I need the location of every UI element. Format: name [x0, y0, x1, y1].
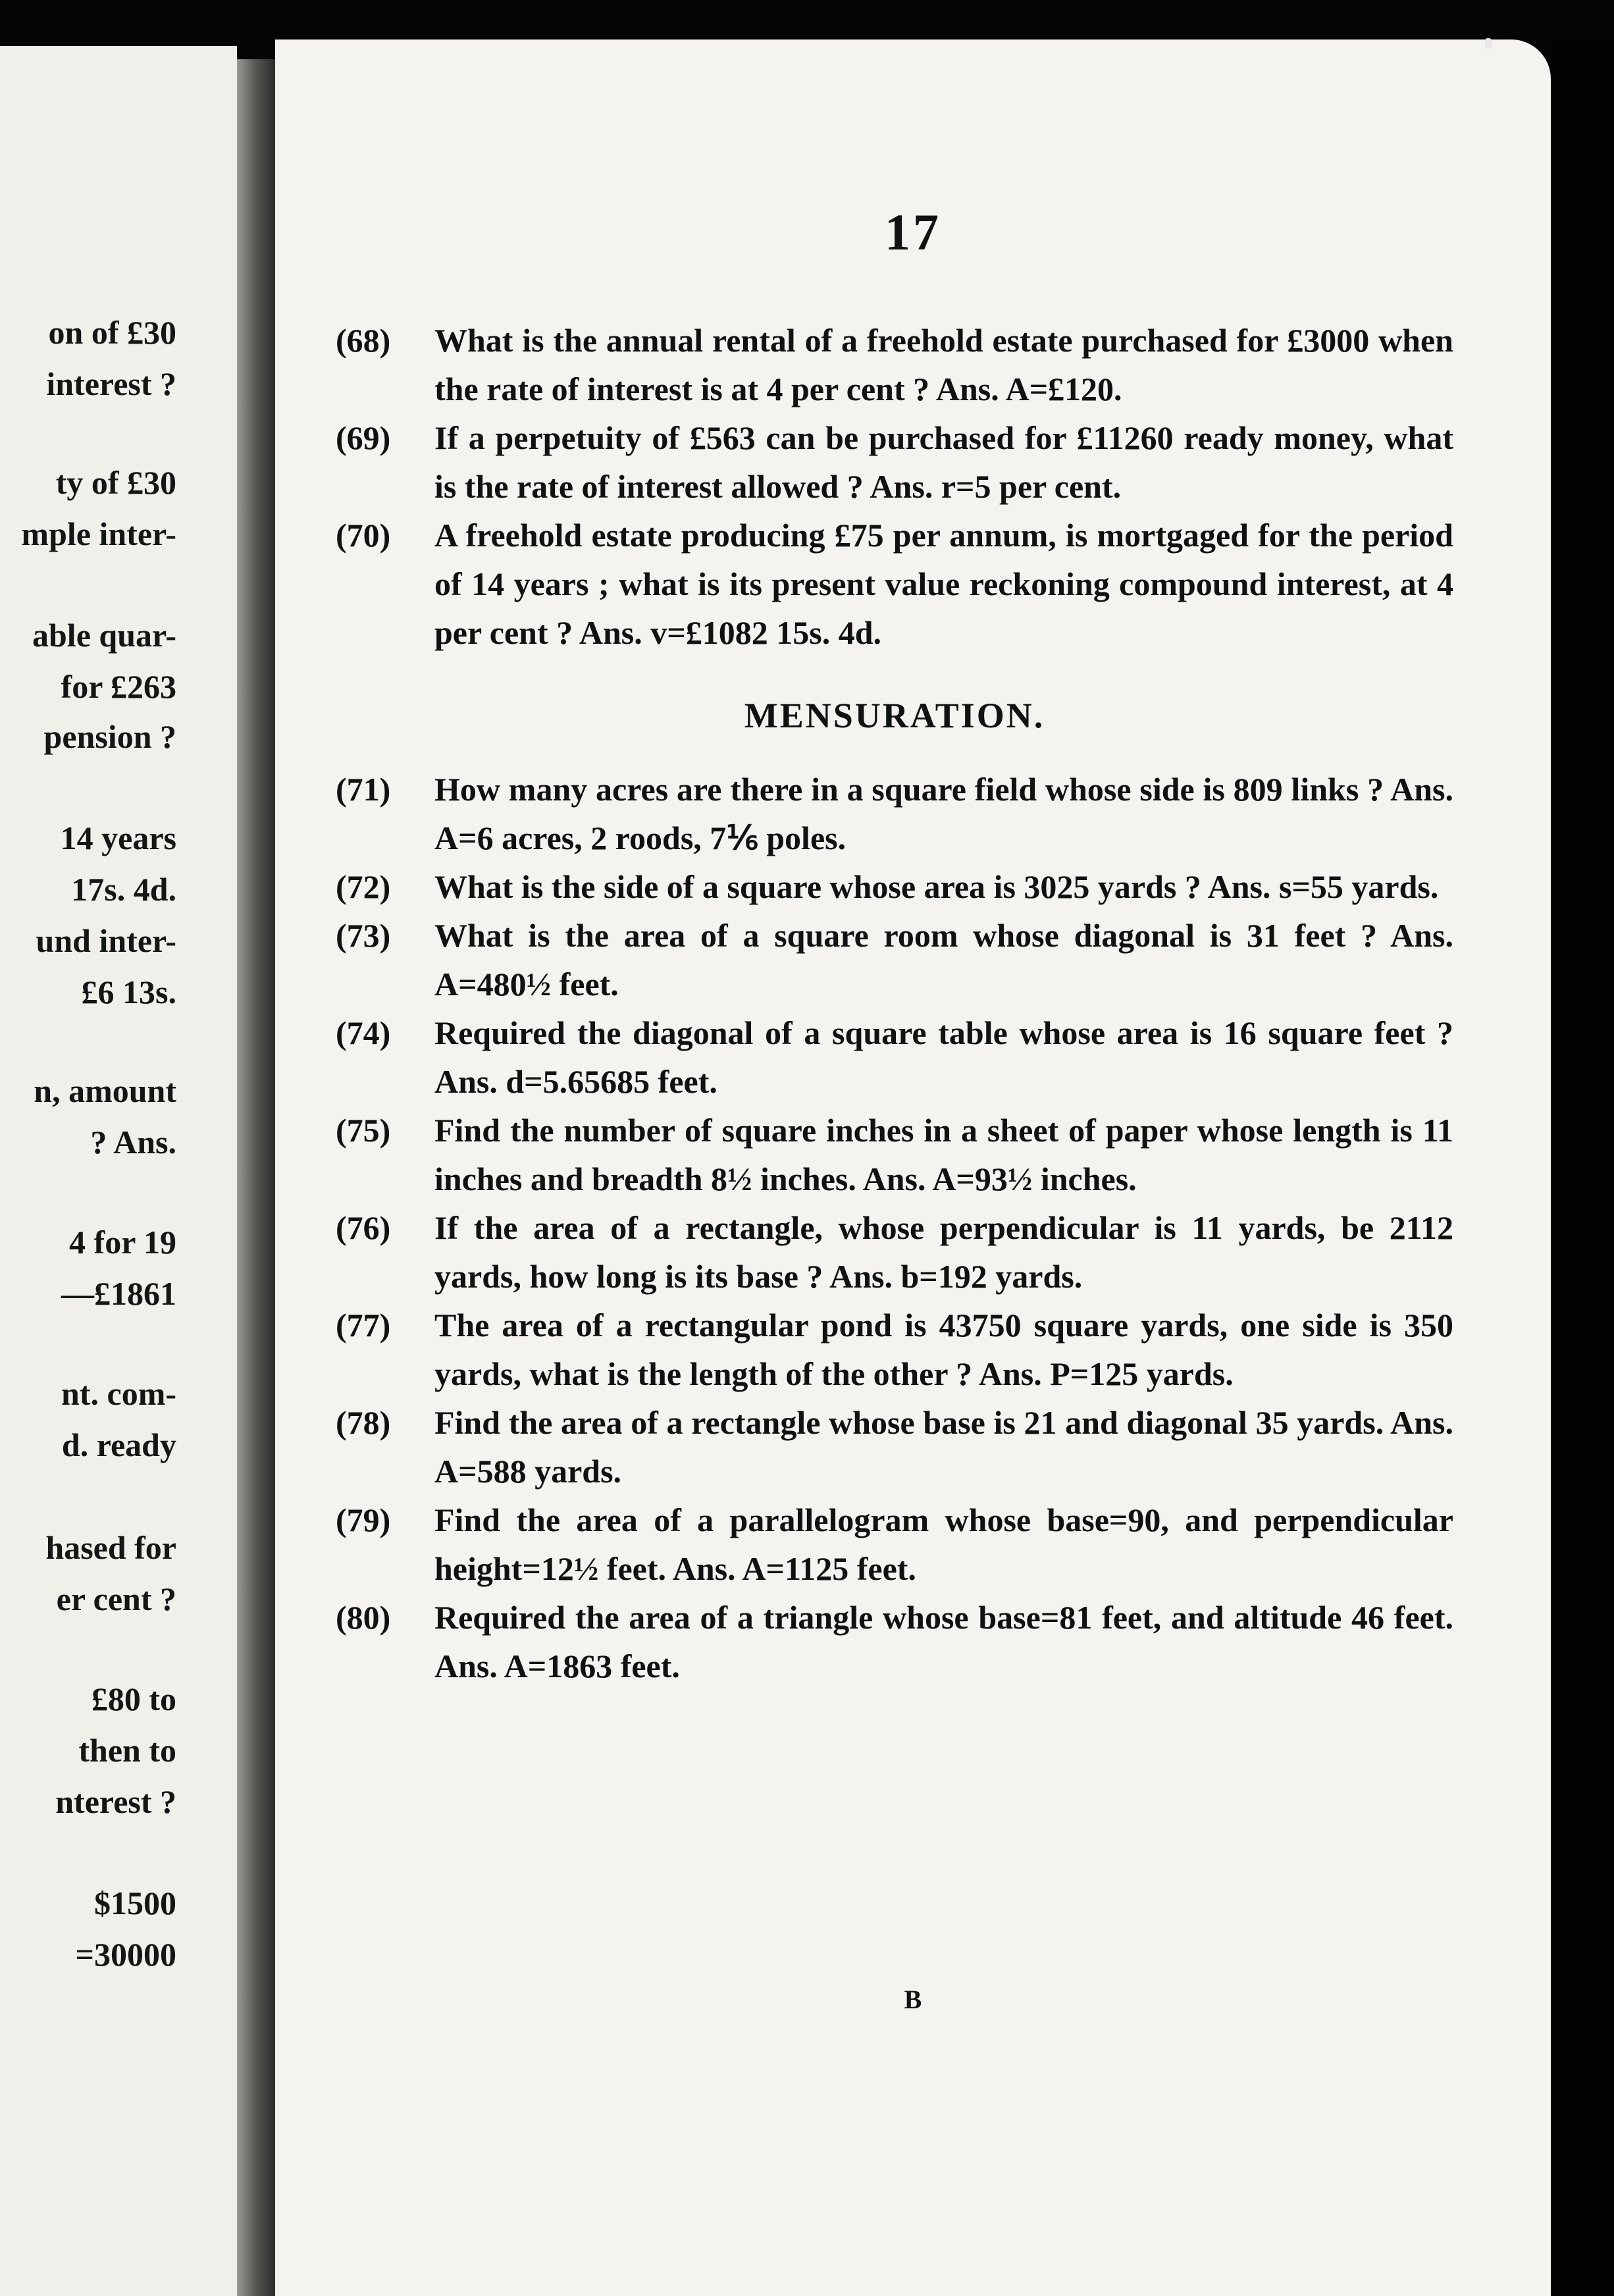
- problem-number: (72): [336, 868, 391, 905]
- left-line: for £263: [61, 668, 176, 705]
- problem-item: [336, 1301, 1453, 1398]
- problem-item: [336, 1106, 1453, 1203]
- problem-number: (73): [336, 917, 391, 954]
- section-title: MENSURATION.: [744, 696, 1045, 735]
- left-line: n, amount: [34, 1072, 176, 1109]
- problem-item: [336, 911, 1453, 1008]
- left-facing-page: [0, 46, 237, 2296]
- problem-item: [336, 862, 1453, 911]
- left-line: 14 years: [60, 820, 176, 856]
- problem-number: (78): [336, 1404, 391, 1441]
- problem-text: If a perpetuity of £563 can be purchased for £11260 ready money, what is the rate of interest allowed ? Ans. r=5 per cent.: [434, 419, 1453, 505]
- problem-text: What is the side of a square whose area is 3025 yards ? Ans. s=55 yards.: [434, 868, 1439, 905]
- left-line: $1500: [94, 1885, 176, 1921]
- left-line: pension ?: [43, 718, 176, 755]
- problem-item: [336, 511, 1453, 657]
- left-line: nt. com-: [61, 1375, 176, 1412]
- scan-border: [1551, 39, 1614, 2296]
- problem-text: What is the annual rental of a freehold estate purchased for £3000 when the rate of interest is at 4 per cent ? Ans. A=£120.: [434, 322, 1453, 407]
- problem-number: (68): [336, 322, 391, 359]
- problem-item: [336, 1008, 1453, 1106]
- left-line: then to: [78, 1732, 176, 1769]
- problem-number: (74): [336, 1014, 391, 1051]
- left-line: —£1861: [61, 1275, 176, 1312]
- left-line: hased for: [45, 1529, 176, 1566]
- scan-speck: [1485, 38, 1492, 49]
- problem-item: [336, 1398, 1453, 1496]
- left-line: £80 to: [91, 1681, 176, 1717]
- signature-mark: B: [904, 1985, 922, 2014]
- problem-list: [336, 316, 1453, 1690]
- problem-item: [336, 413, 1453, 511]
- left-line: =30000: [75, 1936, 176, 1973]
- left-line: mple inter-: [21, 515, 176, 552]
- problem-number: (71): [336, 771, 391, 808]
- problem-number: (75): [336, 1112, 391, 1149]
- problem-number: (70): [336, 517, 391, 554]
- left-line: able quar-: [32, 617, 176, 654]
- left-line: er cent ?: [56, 1580, 176, 1617]
- problem-text: Required the diagonal of a square table whose area is 16 square feet ? Ans. d=5.65685 feet.: [434, 1014, 1453, 1100]
- book-page: [275, 39, 1551, 2296]
- left-line: 4 for 19: [69, 1224, 176, 1261]
- left-line: ? Ans.: [90, 1124, 176, 1161]
- left-line: d. ready: [61, 1426, 176, 1463]
- problem-number: (79): [336, 1501, 391, 1538]
- problem-number: (69): [336, 419, 391, 456]
- problem-text: Find the area of a parallelogram whose base=90, and perpendicular height=12½ feet. Ans. A=1125 feet.: [434, 1501, 1453, 1587]
- problem-item: [336, 765, 1453, 862]
- left-line: £6 13s.: [81, 974, 176, 1010]
- left-line: und inter-: [36, 922, 176, 959]
- problem-text: If the area of a rectangle, whose perpendicular is 11 yards, be 2112 yards, how long is its base ? Ans. b=192 yards.: [434, 1209, 1453, 1295]
- left-line: nterest ?: [55, 1783, 176, 1820]
- problem-item: [336, 1203, 1453, 1301]
- left-line: on of £30: [48, 314, 176, 351]
- problem-text: How many acres are there in a square field whose side is 809 links ? Ans. A=6 acres, 2 roods, 7⅙ poles.: [434, 771, 1453, 856]
- problem-text: Find the area of a rectangle whose base is 21 and diagonal 35 yards. Ans. A=588 yards.: [434, 1404, 1453, 1490]
- left-line: ty of £30: [55, 464, 176, 501]
- problem-number: (76): [336, 1209, 391, 1246]
- problem-text: Required the area of a triangle whose base=81 feet, and altitude 46 feet. Ans. A=1863 feet.: [434, 1599, 1453, 1684]
- page-number: 17: [885, 203, 941, 261]
- problem-text: What is the area of a square room whose diagonal is 31 feet ? Ans. A=480½ feet.: [434, 917, 1453, 1003]
- problem-text: The area of a rectangular pond is 43750 square yards, one side is 350 yards, what is the length of the other ? Ans. P=125 yards.: [434, 1307, 1453, 1392]
- problem-number: (77): [336, 1307, 391, 1344]
- left-line: interest ?: [46, 365, 176, 402]
- book-gutter: [237, 59, 275, 2296]
- problem-text: Find the number of square inches in a sheet of paper whose length is 11 inches and breadth 8½ inches. Ans. A=93½ inches.: [434, 1112, 1453, 1197]
- problem-number: (80): [336, 1599, 391, 1636]
- problem-item: [336, 1496, 1453, 1593]
- problem-item: [336, 1593, 1453, 1690]
- problem-text: A freehold estate producing £75 per annum, is mortgaged for the period of 14 years ; what is its present value reckoning compound interest, at 4 per cent ? Ans. v=£1082 15s. 4d.: [434, 517, 1453, 651]
- left-line: 17s. 4d.: [71, 871, 176, 908]
- problem-item: [336, 316, 1453, 413]
